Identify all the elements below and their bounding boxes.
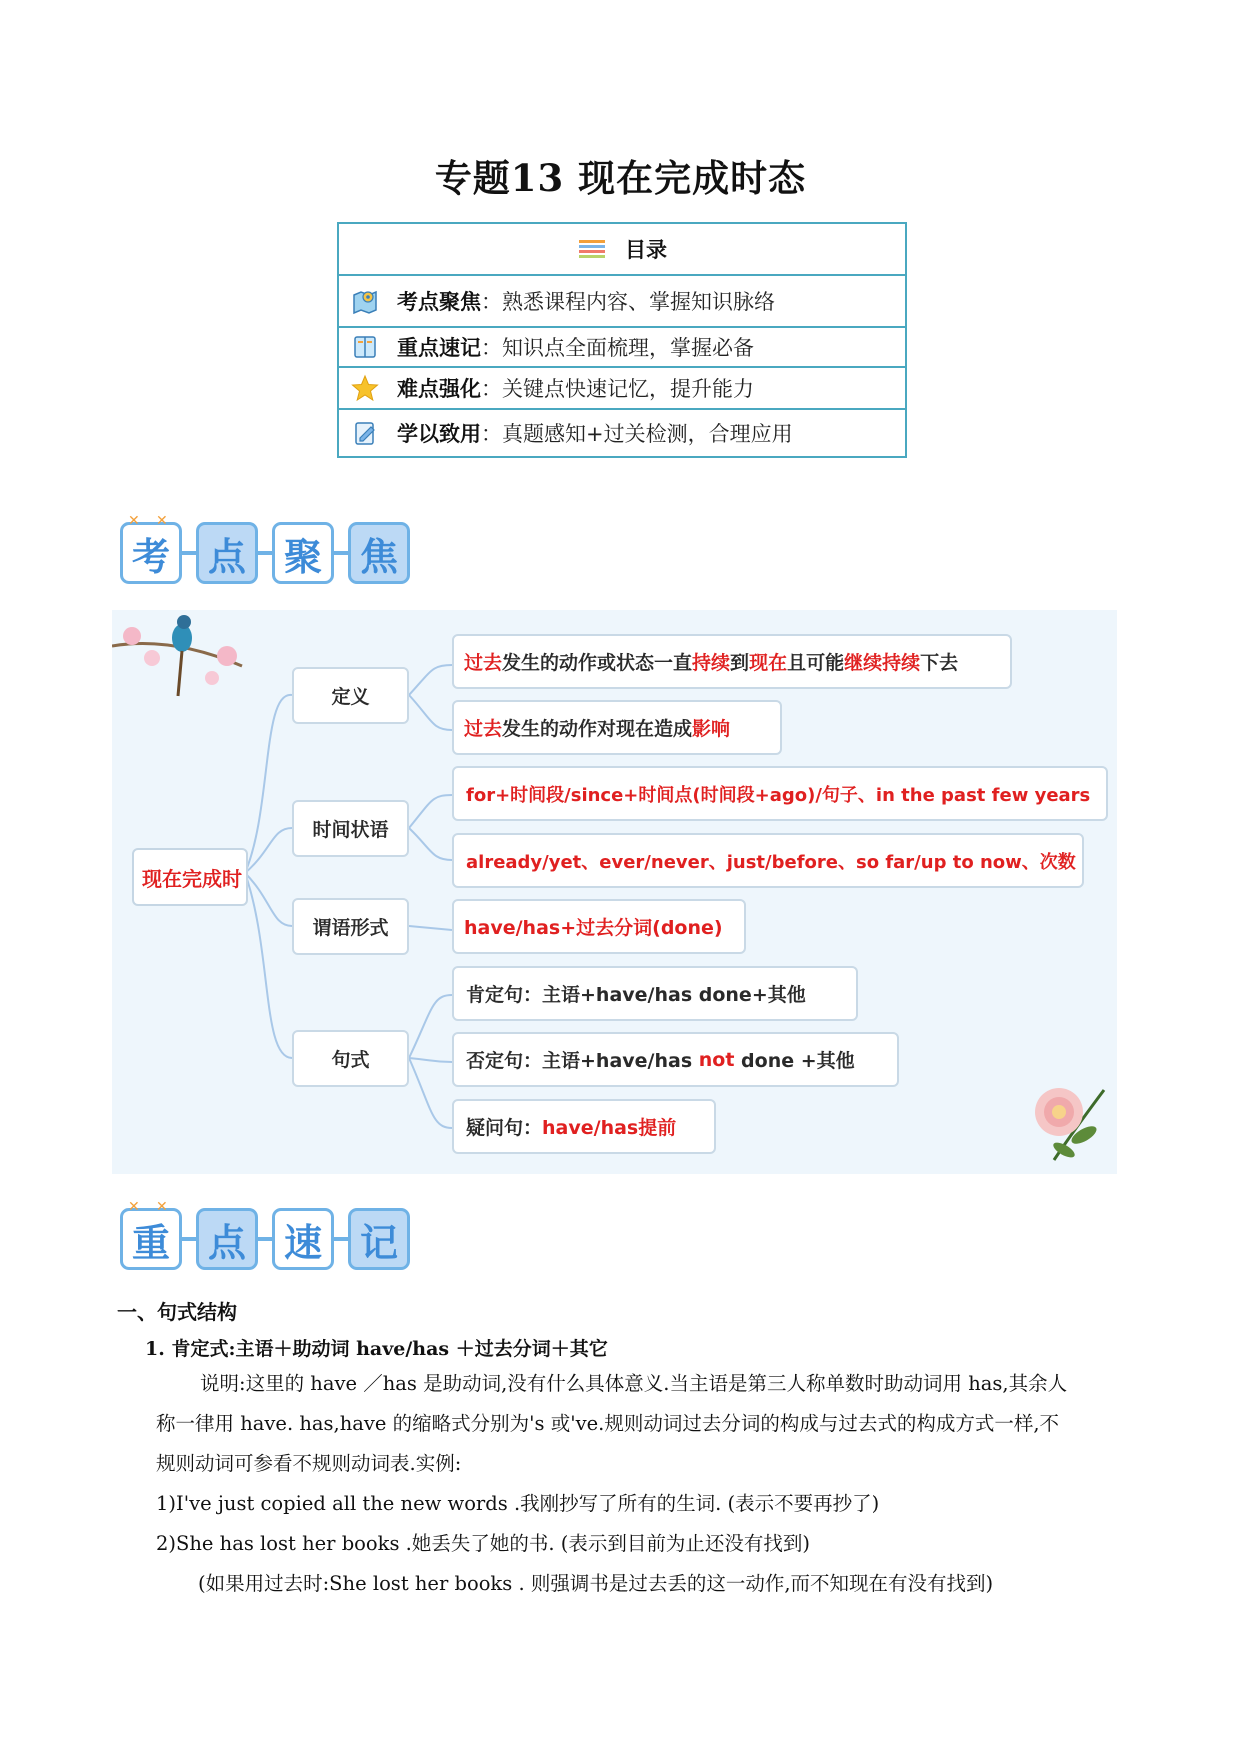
toc-heading-text: 目录 [625,238,667,262]
mindmap-text-segment: 到 [730,652,750,674]
negative-text: 否定句：主语+have/has [466,1050,699,1072]
mindmap-text-segment: 过去 [464,718,503,740]
banner-connector [258,1237,272,1241]
banner-tile: 重 [120,1208,182,1270]
mindmap-leaf-time-1: for+时间段/since+时间点(时间段+ago)/句子、in the past few years [452,766,1108,821]
paragraph-line: 规则动词可参看不规则动词表.实例: [156,1452,462,1475]
section-heading: 一、句式结构 [117,1300,237,1324]
example-line: 1)I've just copied all the new words .我刚抄写了所有的生词. (表示不要再抄了) [156,1492,880,1515]
banner-tile: 记 [348,1208,410,1270]
page-title: 专题13 现在完成时态 [434,156,807,200]
banner-connector [334,551,348,555]
subsection-heading: 1. 肯定式:主语＋助动词 have/has ＋过去分词＋其它 [145,1338,608,1360]
mindmap-branch-time: 时间状语 [292,800,409,857]
banner-tile: 焦 [348,522,410,584]
question-label: 疑问句： [466,1117,543,1139]
banner-connector [258,551,272,555]
mindmap-text-segment: 持续 [692,652,731,674]
svg-text:✕: ✕ [128,1199,140,1213]
list-icon [577,238,607,260]
toc-label: 重点速记 [397,336,481,360]
banner-tile: 速 [272,1208,334,1270]
mindmap-text-segment: 且可能 [787,652,845,674]
edit-icon [351,419,379,447]
banner-tile: 点 [196,522,258,584]
map-icon [351,287,379,315]
banner-zhongdian-suji [120,1208,410,1270]
toc-desc: ：关键点快速记忆，提升能力 [481,377,754,401]
mindmap-leaf-definition-2 [452,700,782,755]
toc-row-4[interactable] [339,408,905,456]
mindmap-branch-definition: 定义 [292,667,409,724]
toc-desc: ：熟悉课程内容、掌握知识脉络 [481,290,775,314]
mindmap-text-segment: 现在 [749,652,788,674]
mindmap-text-segment: 下去 [920,652,959,674]
mindmap-leaf-time-2: already/yet、ever/never、just/before、so far/up to now、次数 [452,833,1084,888]
mindmap-root: 现在完成时 [132,848,248,906]
mindmap-leaf-predicate: have/has+过去分词(done) [452,899,746,954]
negative-not: not [698,1048,735,1071]
banner-connector [182,1237,196,1241]
svg-text:✕: ✕ [156,1199,168,1213]
toc-row-2[interactable] [339,326,905,366]
toc-row-1[interactable] [339,274,905,326]
star-icon [351,374,379,402]
mindmap-text-segment: 影响 [692,718,731,740]
banner-tile: 聚 [272,522,334,584]
banner-tile: 点 [196,1208,258,1270]
banner-kaodian-jujiao [120,522,410,584]
mindmap-text-segment: 发生的动作对现在造成 [502,718,693,740]
mindmap-connectors [112,610,1117,1174]
mindmap-leaf-affirmative: 肯定句：主语+have/has done+其他 [452,966,858,1021]
example-line: 2)She has lost her books .她丢失了她的书. (表示到目前为止还没有找到) [156,1532,810,1555]
svg-text:✕: ✕ [128,513,140,527]
toc-heading [339,224,905,274]
mindmap-leaf-negative [452,1032,899,1087]
negative-text-end: done +其他 [734,1050,855,1072]
banner-connector [334,1237,348,1241]
mindmap-branch-sentence: 句式 [292,1030,409,1087]
paragraph-line: 说明:这里的 have ／has 是助动词,没有什么具体意义.当主语是第三人称单数时助动词用 has,其余人 [200,1372,1068,1395]
toc-desc: ：知识点全面梳理，掌握必备 [481,336,754,360]
toc-desc: ：真题感知+过关检测，合理应用 [481,422,793,446]
mindmap-text-segment: 过去 [464,652,503,674]
toc-row-3[interactable] [339,366,905,408]
mindmap-text-segment: 发生的动作或状态一直 [502,652,693,674]
toc-label: 难点强化 [397,377,481,401]
book-icon [351,333,379,361]
table-of-contents [337,222,907,458]
sparkle-icon [128,1199,178,1213]
toc-label: 学以致用 [397,422,481,446]
sparkle-icon [128,513,178,527]
svg-text:✕: ✕ [156,513,168,527]
question-rule: have/has提前 [542,1117,677,1139]
mindmap-leaf-definition-1 [452,634,1012,689]
paragraph-line: 称一律用 have. has,have 的缩略式分别为's 或've.规则动词过去分词的构成与过去式的构成方式一样,不 [156,1412,1060,1435]
banner-connector [182,551,196,555]
mindmap-leaf-question [452,1099,716,1154]
toc-label: 考点聚焦 [397,290,481,314]
mindmap-text-segment: 继续持续 [844,652,921,674]
mindmap-branch-predicate: 谓语形式 [292,898,409,955]
example-line: (如果用过去时:She lost her books . 则强调书是过去丢的这一动作,而不知现在有没有找到) [198,1572,994,1595]
banner-tile: 考 [120,522,182,584]
